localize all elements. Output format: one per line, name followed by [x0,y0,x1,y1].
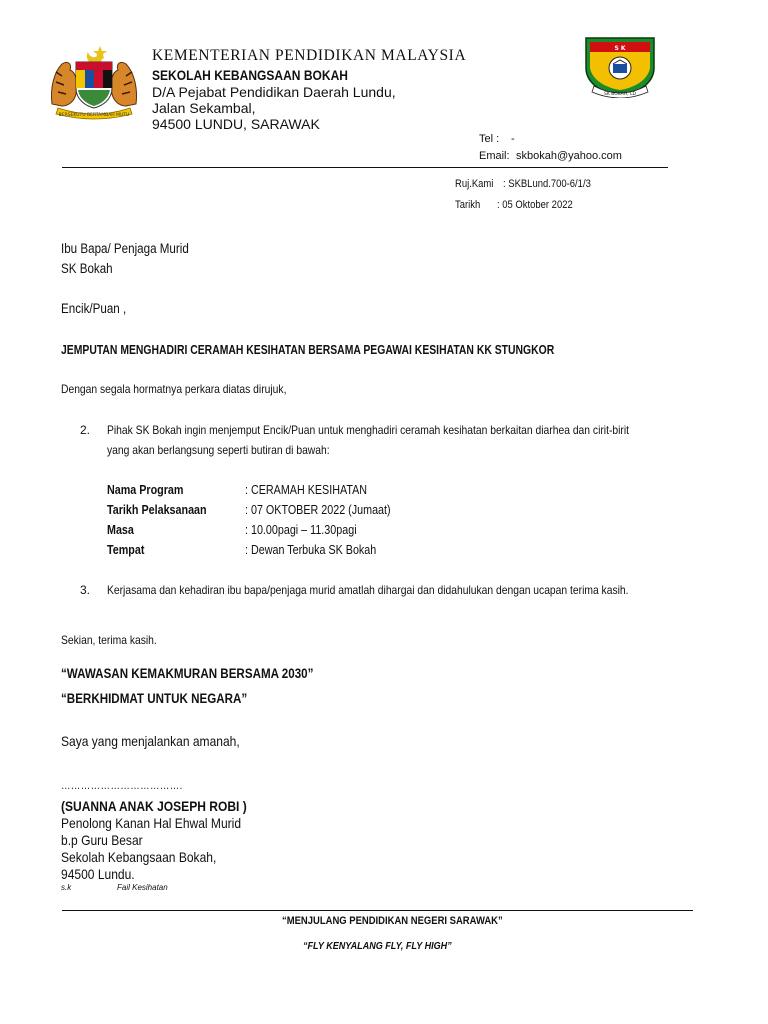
ruj-label: Ruj.Kami [455,178,494,190]
ruj-value: : SKBLund.700-6/1/3 [503,178,591,190]
cc-value: Fail Kesihatan [117,883,168,892]
detail-value-time: : 10.00pagi – 11.30pagi [245,523,357,537]
school-name: SEKOLAH KEBANGSAAN BOKAH [152,67,348,83]
para2-line-2: yang akan berlangsung seperti butiran di bawah: [107,443,330,457]
detail-label-time: Masa [107,523,134,537]
para2-number: 2. [80,423,91,437]
ministry-name: KEMENTERIAN PENDIDIKAN MALAYSIA [152,47,467,64]
detail-value-date: : 07 OKTOBER 2022 (Jumaat) [245,503,391,517]
trust-line: Saya yang menjalankan amanah, [61,733,240,749]
email-label: Email: [479,150,510,162]
signatory-name: (SUANNA ANAK JOSEPH ROBI ) [61,798,247,814]
recipient-line-2: SK Bokah [61,261,113,276]
letter-subject: JEMPUTAN MENGHADIRI CERAMAH KESIHATAN BERSAMA PEGAWAI KESIHATAN KK STUNGKOR [61,342,555,357]
cc-label: s.k [61,883,72,892]
footer-slogan-2: “FLY KENYALANG FLY, FLY HIGH” [303,940,452,952]
detail-label-date: Tarikh Pelaksanaan [107,503,207,517]
school-badge-logo [582,34,658,98]
detail-label-venue: Tempat [107,543,145,557]
detail-value-venue: : Dewan Terbuka SK Bokah [245,543,377,557]
tarikh-value: : 05 Oktober 2022 [497,199,573,211]
slogan-berkhidmat: “BERKHIDMAT UNTUK NEGARA” [61,691,248,706]
crest-motto: BERSEKUTU BERTAMBAH MUTU [58,113,130,118]
address-line-1: D/A Pejabat Pendidikan Daerah Lundu, [152,84,396,100]
closing-line: Sekian, terima kasih. [61,633,157,647]
signatory-bp: b.p Guru Besar [61,832,143,848]
signature-dots: ………………………………. [61,780,183,792]
signatory-title: Penolong Kanan Hal Ehwal Murid [61,815,242,831]
signatory-postcode: 94500 Lundu. [61,866,135,882]
para2-line-1: Pihak SK Bokah ingin menjemput Encik/Puan untuk menghadiri ceramah kesihatan berkaitan diarhea dan cirit-birit [107,423,630,437]
badge-letters: S K [614,45,626,52]
para3-text: Kerjasama dan kehadiran ibu bapa/penjaga murid amatlah dihargai dan didahulukan dengan ucapan terima kasih. [107,583,629,597]
address-line-3: 94500 LUNDU, SARAWAK [152,116,320,132]
email-value[interactable]: skbokah@yahoo.com [516,150,622,162]
detail-value-program: : CERAMAH KESIHATAN [245,483,368,497]
salutation: Encik/Puan , [61,301,127,316]
badge-name: SK BOKAH, LD [604,92,636,97]
detail-label-program: Nama Program [107,483,184,497]
malaysia-coat-of-arms-logo [46,42,142,120]
signatory-school: Sekolah Kebangsaan Bokah, [61,849,217,865]
footer-slogan-1: “MENJULANG PENDIDIKAN NEGERI SARAWAK” [282,915,503,927]
recipient-line-1: Ibu Bapa/ Penjaga Murid [61,241,189,256]
tel-value: - [511,133,515,145]
para3-number: 3. [80,583,91,597]
footer-divider [62,910,693,911]
slogan-wawasan: “WAWASAN KEMAKMURAN BERSAMA 2030” [61,666,314,681]
opening-line: Dengan segala hormatnya perkara diatas dirujuk, [61,382,287,396]
tarikh-label: Tarikh [455,199,481,211]
header-divider [62,167,668,168]
tel-label: Tel : [479,133,500,145]
address-line-2: Jalan Sekambal, [152,100,256,116]
